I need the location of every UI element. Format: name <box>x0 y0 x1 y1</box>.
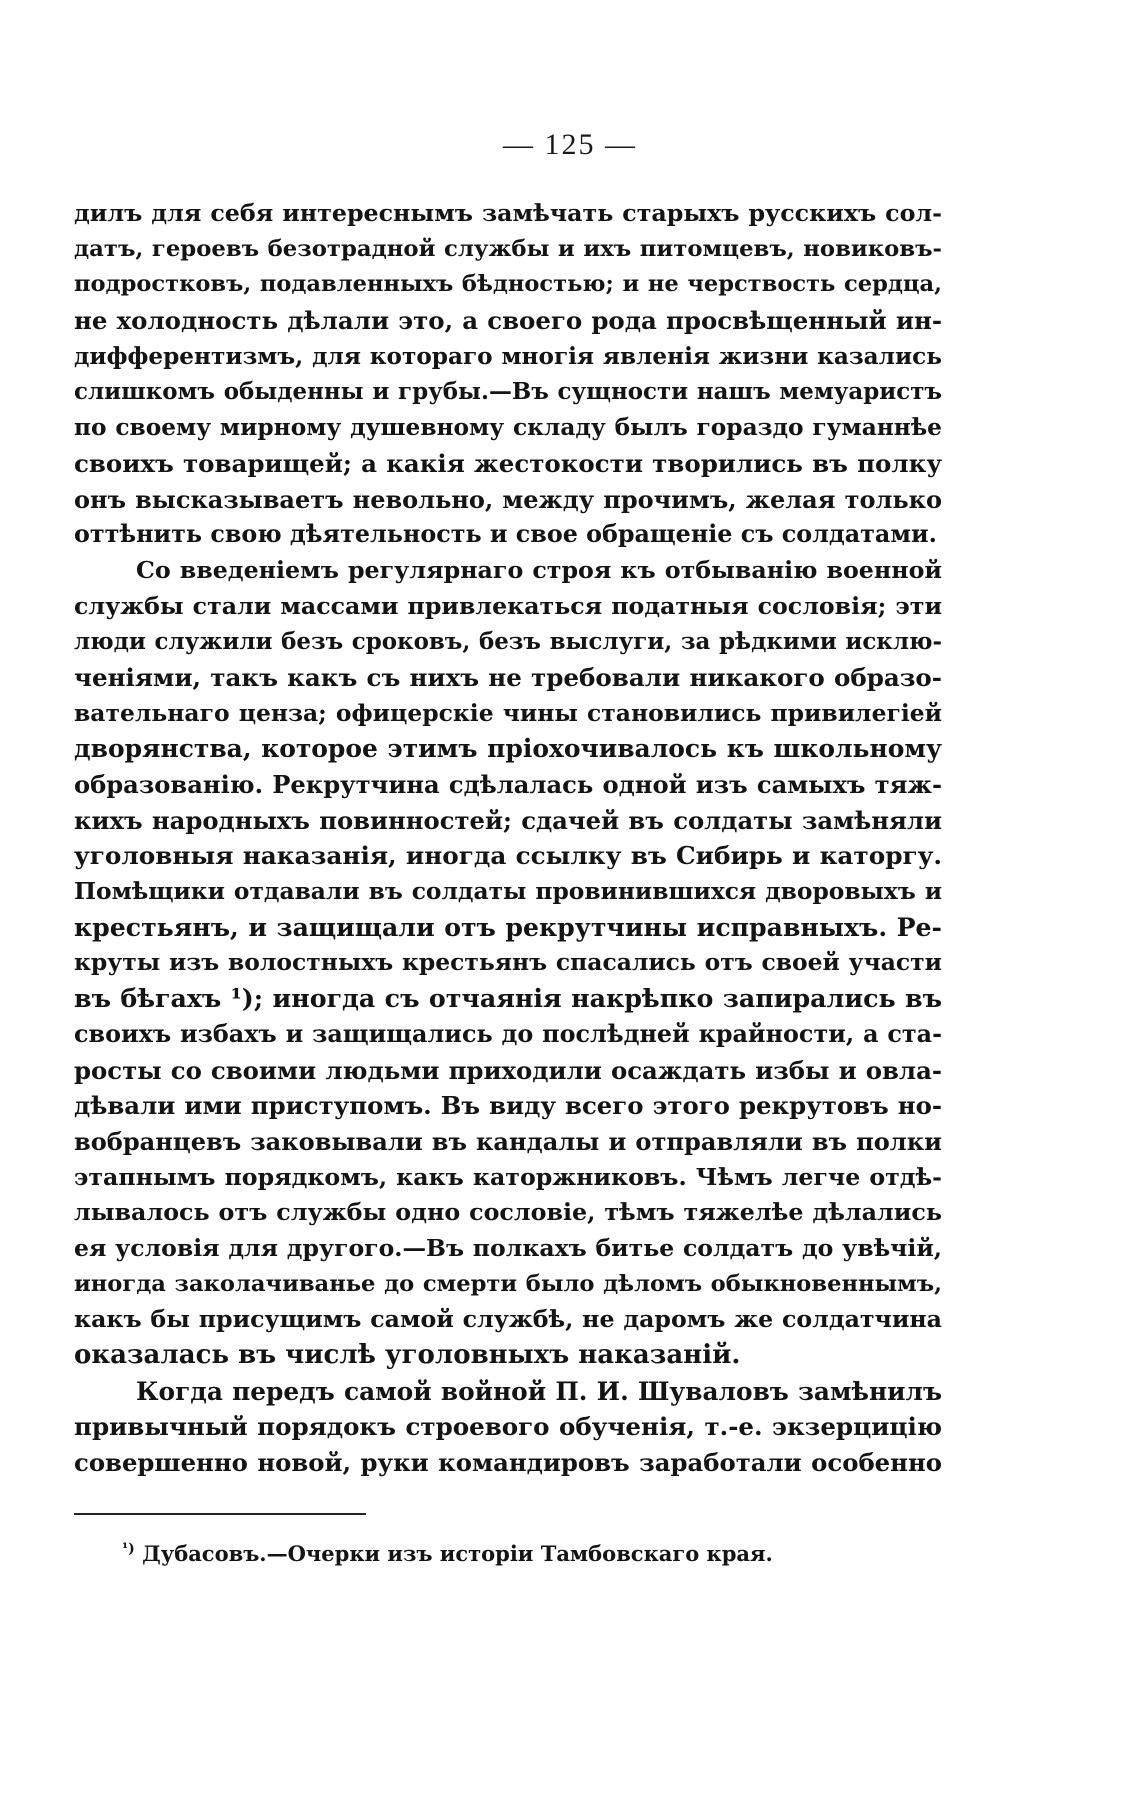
text-line: Помѣщики отдавали въ солдаты провинившихся дворовыхъ и <box>74 877 942 906</box>
text-line: образованію. Рекрутчина сдѣлалась одной изъ самыхъ тяж- <box>74 770 942 799</box>
text-line: Со введеніемъ регулярнаго строя къ отбыванію военной <box>136 555 942 584</box>
text-line: иногда заколачиванье до смерти было дѣломъ обыкновеннымъ, <box>74 1270 942 1297</box>
text-line: какъ бы присущимъ самой службѣ, не даромъ же солдатчина <box>74 1305 942 1334</box>
text-line: дворянства, которое этимъ пріохочивалось къ школьному <box>74 734 942 764</box>
text-line: дѣвали ими приступомъ. Въ виду всего этого рекрутовъ но- <box>74 1091 942 1121</box>
text-line: ченіями, такъ какъ съ нихъ не требовали никакого образо- <box>74 662 942 692</box>
paragraph-3 <box>74 1374 942 1481</box>
text-line: датъ, героевъ безотрадной службы и ихъ питомцевъ, новиковъ- <box>74 235 942 262</box>
footnote <box>122 1540 773 1568</box>
text-line: подростковъ, подавленныхъ бѣдностью; и не черствость сердца, <box>74 271 942 298</box>
text-line: люди служили безъ сроковъ, безъ выслуги, за рѣдкими исклю- <box>74 628 942 656</box>
text-line: своихъ товарищей; а какія жестокости творились въ полку <box>74 448 942 478</box>
text-line: слишкомъ обыденны и грубы.—Въ сущности нашъ мемуаристъ <box>74 378 942 406</box>
text-line: по своему мирному душевному складу былъ гораздо гуманнѣе <box>74 414 942 442</box>
text-line: ея условія для другого.—Въ полкахъ битье солдатъ до увѣчій, <box>74 1233 942 1262</box>
body-text <box>74 196 942 1481</box>
text-line: лывалось отъ службы одно сословіе, тѣмъ тяжелѣе дѣлались <box>74 1198 942 1227</box>
text-line: дилъ для себя интереснымъ замѣчать старыхъ русскихъ сол- <box>74 199 942 227</box>
text-line: кихъ народныхъ повинностей; сдачей въ солдаты замѣняли <box>74 805 942 835</box>
text-line: оказалась въ числѣ уголовныхъ наказаній. <box>74 1340 741 1370</box>
footnote-text: Дубасовъ.—Очерки изъ исторіи Тамбовскаго края. <box>142 1541 773 1566</box>
paragraph-2 <box>74 553 942 1374</box>
text-line: Когда передъ самой войной П. И. Шуваловъ замѣнилъ <box>136 1376 942 1406</box>
page-number: — 125 — <box>503 128 637 161</box>
text-line: вобранцевъ заковывали въ кандалы и отправляли въ полки <box>74 1126 942 1156</box>
footnote-marker: ¹) <box>122 1541 135 1557</box>
text-line: крестьянъ, и защищали отъ рекрутчины исправныхъ. Ре- <box>74 911 942 942</box>
text-line: этапнымъ порядкомъ, какъ каторжниковъ. Чѣмъ легче отдѣ- <box>74 1162 942 1191</box>
text-line: своихъ избахъ и защищались до послѣдней крайности, а ста- <box>74 1019 942 1048</box>
text-line-with-footnote-ref: въ бѣгахъ ¹); иногда съ отчаянія накрѣпко запирались въ <box>74 983 942 1014</box>
text-line: оттѣнить свою дѣятельность и свое обращеніе съ солдатами. <box>74 520 937 549</box>
text-line: вательнаго ценза; офицерскіе чины становились привилегіей <box>74 698 942 727</box>
text-line: не холодность дѣлали это, а своего рода просвѣщенный ин- <box>74 306 942 336</box>
text-line: совершенно новой, руки командировъ заработали особенно <box>74 1448 942 1478</box>
text-line: дифферентизмъ, для котораго многія явленія жизни казались <box>74 342 942 370</box>
text-line: службы стали массами привлекаться податныя сословія; эти <box>74 591 942 620</box>
paragraph-1 <box>74 196 942 553</box>
text-line: круты изъ волостныхъ крестьянъ спасались отъ своей участи <box>74 948 942 977</box>
text-line: уголовныя наказанія, иногда ссылку въ Сибирь и каторгу. <box>74 841 942 871</box>
text-line: росты со своими людьми приходили осаждать избы и овла- <box>74 1055 942 1085</box>
footnote-separator <box>74 1513 366 1515</box>
text-line: привычный порядокъ строевого обученія, т.-е. экзерцицію <box>74 1412 942 1442</box>
text-line: онъ высказываетъ невольно, между прочимъ, желая только <box>74 484 942 514</box>
